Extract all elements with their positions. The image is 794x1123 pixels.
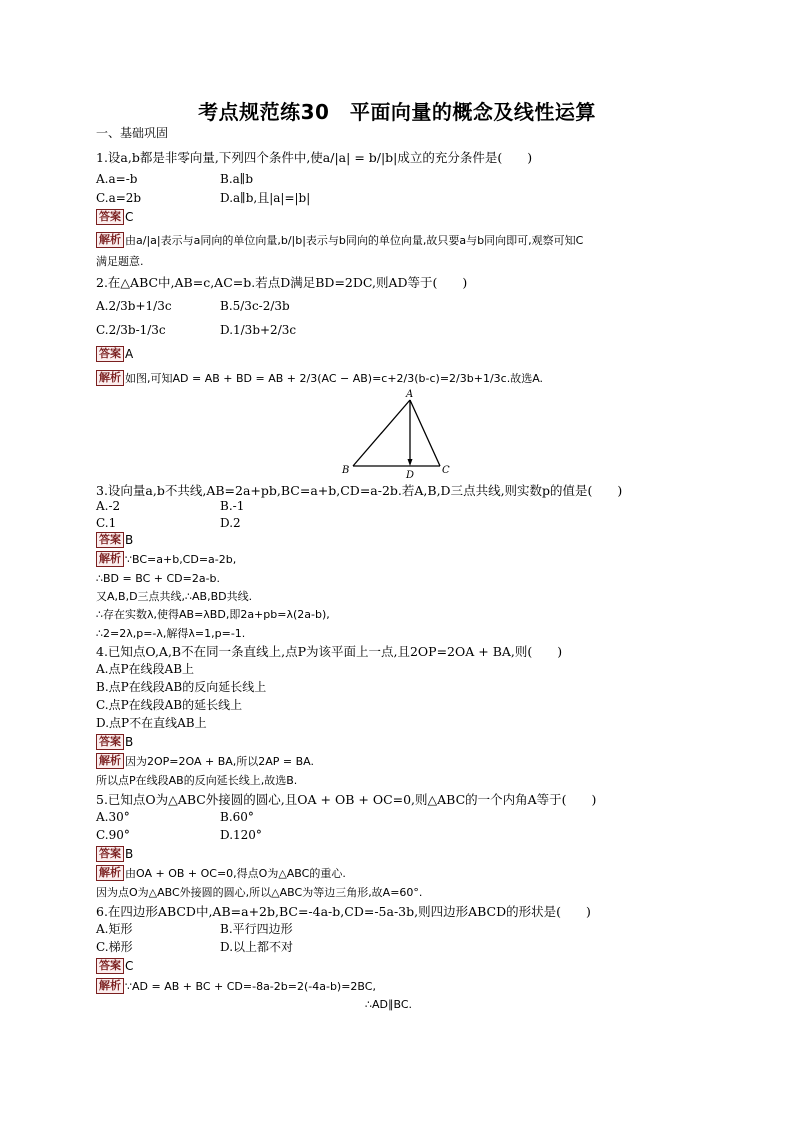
question-6-stem: 6.在四边形ABCD中,AB=a+2b,BC=-4a-b,CD=-5a-3b,则四边形ABCD的形状是( )	[96, 904, 591, 919]
q6-explain-1: ∵AD = AB + BC + CD=-8a-2b=2(-4a-b)=2BC,	[125, 980, 376, 993]
q6-answer: C	[125, 959, 134, 973]
q3-explain-4: ∴存在实数λ,使得AB=λBD,即2a+pb=λ(2a-b),	[96, 608, 330, 621]
vertex-a-label: A	[406, 389, 414, 400]
q5-option-d: D.120°	[220, 828, 262, 842]
q2-explain-row	[96, 370, 543, 387]
q5-option-c: C.90°	[96, 828, 130, 842]
answer-label: 答案	[96, 209, 124, 225]
question-1-stem: 1.设a,b都是非零向量,下列四个条件中,使a/|a| = b/|b|成立的充分条件是( )	[96, 150, 533, 165]
q6-explain-row	[96, 978, 376, 995]
q5-explain-row	[96, 865, 346, 882]
page-title: 考点规范练30 平面向量的概念及线性运算	[198, 100, 596, 124]
q1-explain-2: 满足题意.	[96, 255, 144, 268]
q3-answer: B	[125, 533, 134, 547]
q1-option-a: A.a=-b	[96, 172, 138, 186]
q2-option-d: D.1/3b+2/3c	[220, 323, 297, 337]
q4-explain-row	[96, 753, 314, 770]
triangle-figure	[336, 386, 466, 480]
q1-answer-row	[96, 209, 133, 226]
question-2-stem: 2.在△ABC中,AB=c,AC=b.若点D满足BD=2DC,则AD等于( )	[96, 275, 468, 290]
q5-answer: B	[125, 847, 134, 861]
q4-option-c: C.点P在线段AB的延长线上	[96, 698, 243, 712]
answer-label: 答案	[96, 846, 124, 862]
arrow-ad	[408, 459, 413, 466]
q3-option-b: B.-1	[220, 499, 245, 513]
q2-option-c: C.2/3b-1/3c	[96, 323, 166, 337]
explain-label: 解析	[96, 865, 124, 881]
section-heading: 一、基础巩固	[96, 126, 169, 140]
answer-label: 答案	[96, 532, 124, 548]
q3-answer-row	[96, 532, 133, 549]
question-4-stem: 4.已知点O,A,B不在同一条直线上,点P为该平面上一点,且2OP=2OA + BA,则( )	[96, 644, 563, 659]
q1-explain-1: 由a/|a|表示与a同向的单位向量,b/|b|表示与b同向的单位向量,故只要a与b同向即可,观察可知C	[125, 234, 584, 247]
q6-option-d: D.以上都不对	[220, 940, 294, 954]
q3-explain-3: 又A,B,D三点共线,∴AB,BD共线.	[96, 590, 253, 603]
q4-option-b: B.点P在线段AB的反向延长线上	[96, 680, 267, 694]
q4-answer: B	[125, 735, 134, 749]
q1-option-b: B.a∥b	[220, 172, 254, 186]
q3-explain-1: ∵BC=a+b,CD=a-2b,	[125, 553, 237, 566]
q2-option-b: B.5/3c-2/3b	[220, 299, 290, 313]
q1-option-d: D.a∥b,且|a|=|b|	[220, 191, 311, 205]
q3-option-d: D.2	[220, 516, 241, 530]
q2-explain-1: 如图,可知AD = AB + BD = AB + 2/3(AC − AB)=c+2/3(b-c)=2/3b+1/3c.故选A.	[125, 372, 544, 385]
q1-explain-row	[96, 232, 583, 249]
answer-label: 答案	[96, 958, 124, 974]
explain-label: 解析	[96, 978, 124, 994]
q3-explain-5: ∴2=2λ,p=-λ,解得λ=1,p=-1.	[96, 627, 246, 640]
q1-option-c: C.a=2b	[96, 191, 142, 205]
q4-answer-row	[96, 734, 133, 751]
q3-explain-2: ∴BD = BC + CD=2a-b.	[96, 572, 221, 585]
q4-explain-1: 因为2OP=2OA + BA,所以2AP = BA.	[125, 755, 315, 768]
explain-label: 解析	[96, 753, 124, 769]
question-5-stem: 5.已知点O为△ABC外接圆的圆心,且OA + OB + OC=0,则△ABC的一个内角A等于( )	[96, 792, 597, 807]
q3-option-c: C.1	[96, 516, 117, 530]
question-3-stem: 3.设向量a,b不共线,AB=2a+pb,BC=a+b,CD=a-2b.若A,B,D三点共线,则实数p的值是( )	[96, 483, 623, 498]
side-ac	[410, 400, 440, 466]
q3-option-a: A.-2	[96, 499, 121, 513]
q6-option-a: A.矩形	[96, 922, 133, 936]
point-d-label: D	[406, 470, 415, 480]
q4-option-d: D.点P不在直线AB上	[96, 716, 207, 730]
q2-answer: A	[125, 347, 134, 361]
q4-option-a: A.点P在线段AB上	[96, 662, 195, 676]
q2-answer-row	[96, 346, 133, 363]
q6-answer-row	[96, 958, 133, 975]
q3-explain-row	[96, 551, 236, 568]
q4-explain-2: 所以点P在线段AB的反向延长线上,故选B.	[96, 774, 298, 787]
q5-option-a: A.30°	[96, 810, 130, 824]
q1-answer: C	[125, 210, 134, 224]
q5-explain-2: 因为点O为△ABC外接圆的圆心,所以△ABC为等边三角形,故A=60°.	[96, 886, 423, 899]
q5-explain-1: 由OA + OB + OC=0,得点O为△ABC的重心.	[125, 867, 346, 880]
explain-label: 解析	[96, 370, 124, 386]
q6-option-b: B.平行四边形	[220, 922, 293, 936]
explain-label: 解析	[96, 551, 124, 567]
q2-option-a: A.2/3b+1/3c	[96, 299, 172, 313]
q6-option-c: C.梯形	[96, 940, 133, 954]
vertex-c-label: C	[442, 465, 450, 476]
answer-label: 答案	[96, 734, 124, 750]
explain-label: 解析	[96, 232, 124, 248]
answer-label: 答案	[96, 346, 124, 362]
side-ab	[353, 400, 410, 466]
q5-answer-row	[96, 846, 133, 863]
q6-explain-2: ∴AD∥BC.	[365, 998, 413, 1011]
vertex-b-label: B	[342, 465, 350, 476]
q5-option-b: B.60°	[220, 810, 254, 824]
